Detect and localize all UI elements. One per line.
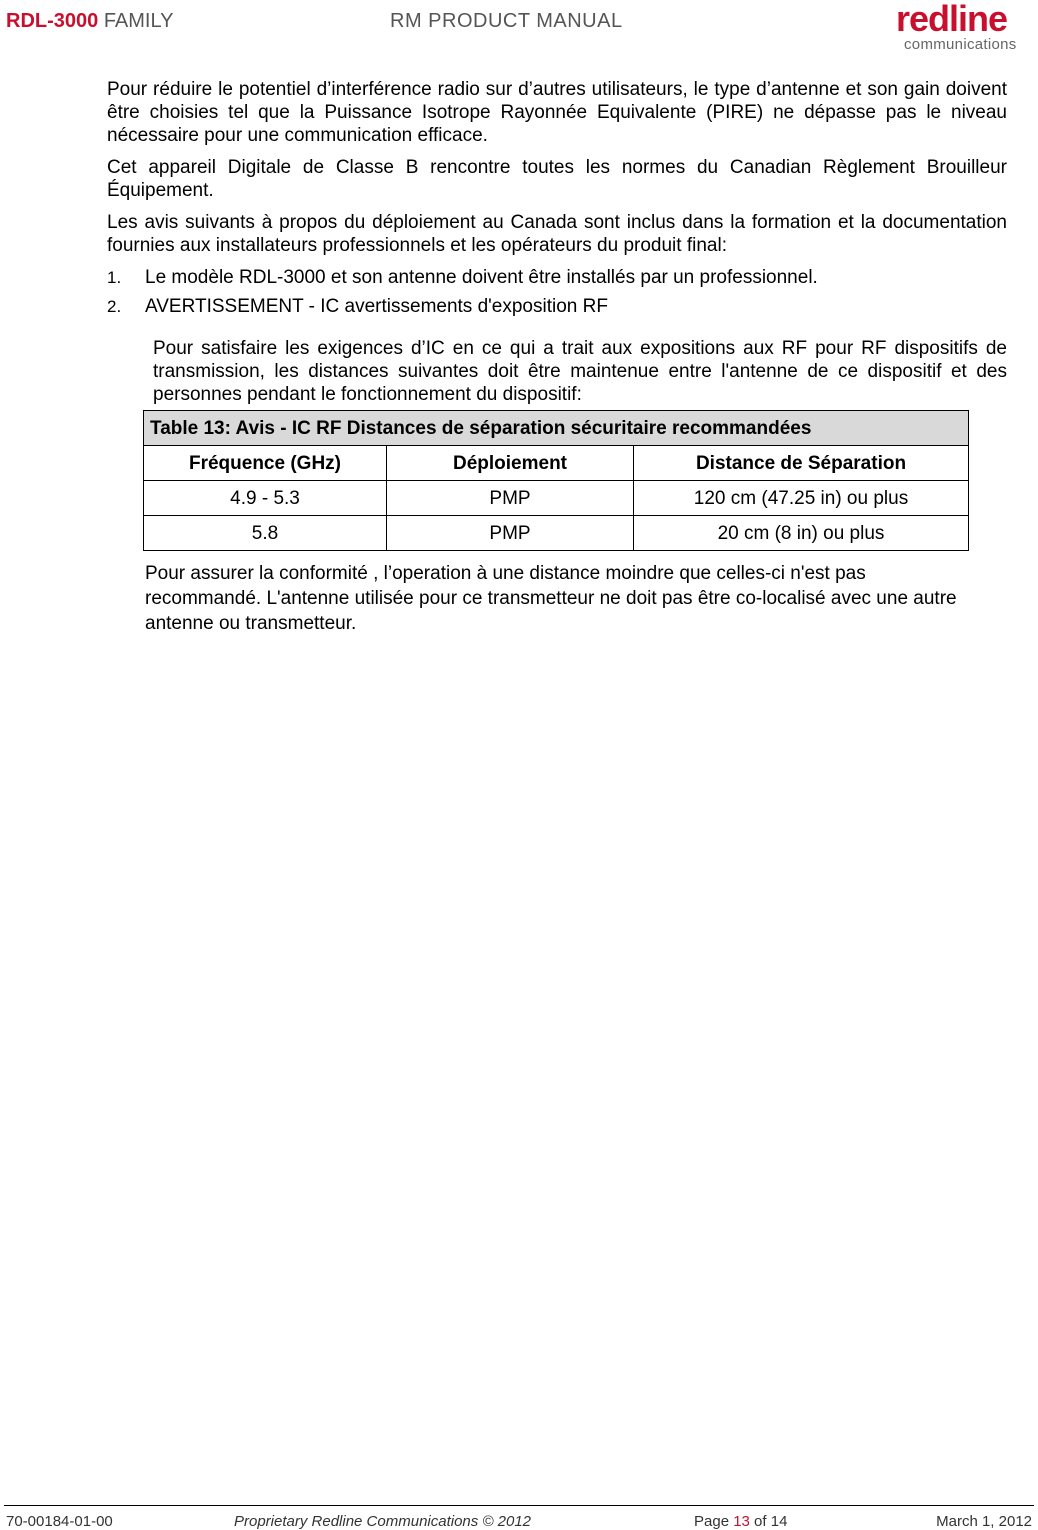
list-number: 2. bbox=[107, 297, 122, 316]
logo-wordmark: redline bbox=[896, 0, 1008, 39]
copyright-notice: Proprietary Redline Communications © 2012 bbox=[234, 1513, 532, 1530]
list-number: 1. bbox=[107, 268, 122, 287]
table-header-row bbox=[144, 446, 969, 481]
product-family bbox=[6, 10, 173, 33]
table-caption bbox=[144, 411, 969, 446]
list-text: AVERTISSEMENT - IC avertissements d'exposition RF bbox=[145, 296, 608, 317]
table-row bbox=[144, 481, 969, 516]
table-caption-separator: : bbox=[224, 417, 236, 439]
redline-logo bbox=[896, 0, 1032, 54]
table-caption-label: Table 13 bbox=[150, 417, 225, 439]
manual-title: RM PRODUCT MANUAL bbox=[390, 10, 623, 32]
table-cell: PMP bbox=[387, 481, 634, 516]
table-cell: 4.9 - 5.3 bbox=[144, 481, 387, 516]
page-header bbox=[0, 0, 1038, 60]
column-header-distance: Distance de Séparation bbox=[634, 446, 969, 481]
page-content bbox=[107, 78, 1007, 636]
rf-distance-table bbox=[143, 410, 969, 551]
product-family-rest: FAMILY bbox=[98, 10, 174, 32]
table-cell: 20 cm (8 in) ou plus bbox=[634, 516, 969, 551]
product-family-bold: RDL-3000 bbox=[6, 10, 99, 32]
paragraph-class-b: Cet appareil Digitale de Classe B rencontre toutes les normes du Canadian Règlement Brouilleur Équipement. bbox=[107, 157, 1007, 201]
table-row bbox=[144, 516, 969, 551]
list-text: Le modèle RDL-3000 et son antenne doivent être installés par un professionnel. bbox=[145, 267, 818, 288]
page-footer bbox=[0, 1505, 1038, 1530]
page-number: 13 bbox=[733, 1513, 750, 1530]
table-caption-row bbox=[144, 411, 969, 446]
warning-text: Pour satisfaire les exigences d’IC en ce qui a trait aux expositions aux RF pour RF dispositifs de transmission, les distances suivantes doit être maintenue entre l'antenne de ce dispositif et des personnes pendant le fonctionnement du dispositif: bbox=[153, 338, 1007, 405]
compliance-note: Pour assurer la conformité , l’operation à une distance moindre que celles-ci n'est pas recommandé. L'antenne utilisée pour ce transmetteur ne doit pas être co-localisé avec une autre antenne ou transmetteur. bbox=[145, 563, 957, 634]
document-number: 70-00184-01-00 bbox=[6, 1513, 113, 1530]
table-cell: 5.8 bbox=[144, 516, 387, 551]
page-prefix: Page bbox=[694, 1513, 734, 1530]
list-item bbox=[107, 295, 1007, 318]
table-cell: PMP bbox=[387, 516, 634, 551]
paragraph-interference: Pour réduire le potentiel d’interférence radio sur d’autres utilisateurs, le type d’antenne et son gain doivent être choisies tel que la Puissance Isotrope Rayonnée Equivalente (PIRE) ne dépasse pas le niveau nécessaire pour une communication efficace. bbox=[107, 79, 1007, 146]
page-indicator bbox=[694, 1513, 787, 1530]
logo-subtitle: communications bbox=[904, 36, 1017, 53]
list-item bbox=[107, 266, 1007, 289]
column-header-frequency: Fréquence (GHz) bbox=[144, 446, 387, 481]
column-header-deployment: Déploiement bbox=[387, 446, 634, 481]
document-date: March 1, 2012 bbox=[936, 1513, 1032, 1530]
table-cell: 120 cm (47.25 in) ou plus bbox=[634, 481, 969, 516]
paragraph-notices: Les avis suivants à propos du déploiement au Canada sont inclus dans la formation et la documentation fournies aux installateurs professionnels et les opérateurs du produit final: bbox=[107, 212, 1007, 256]
page-suffix: of 14 bbox=[749, 1513, 788, 1530]
table-caption-title: Avis - IC RF Distances de séparation sécuritaire recommandées bbox=[235, 417, 812, 439]
footer-divider bbox=[4, 1505, 1034, 1506]
